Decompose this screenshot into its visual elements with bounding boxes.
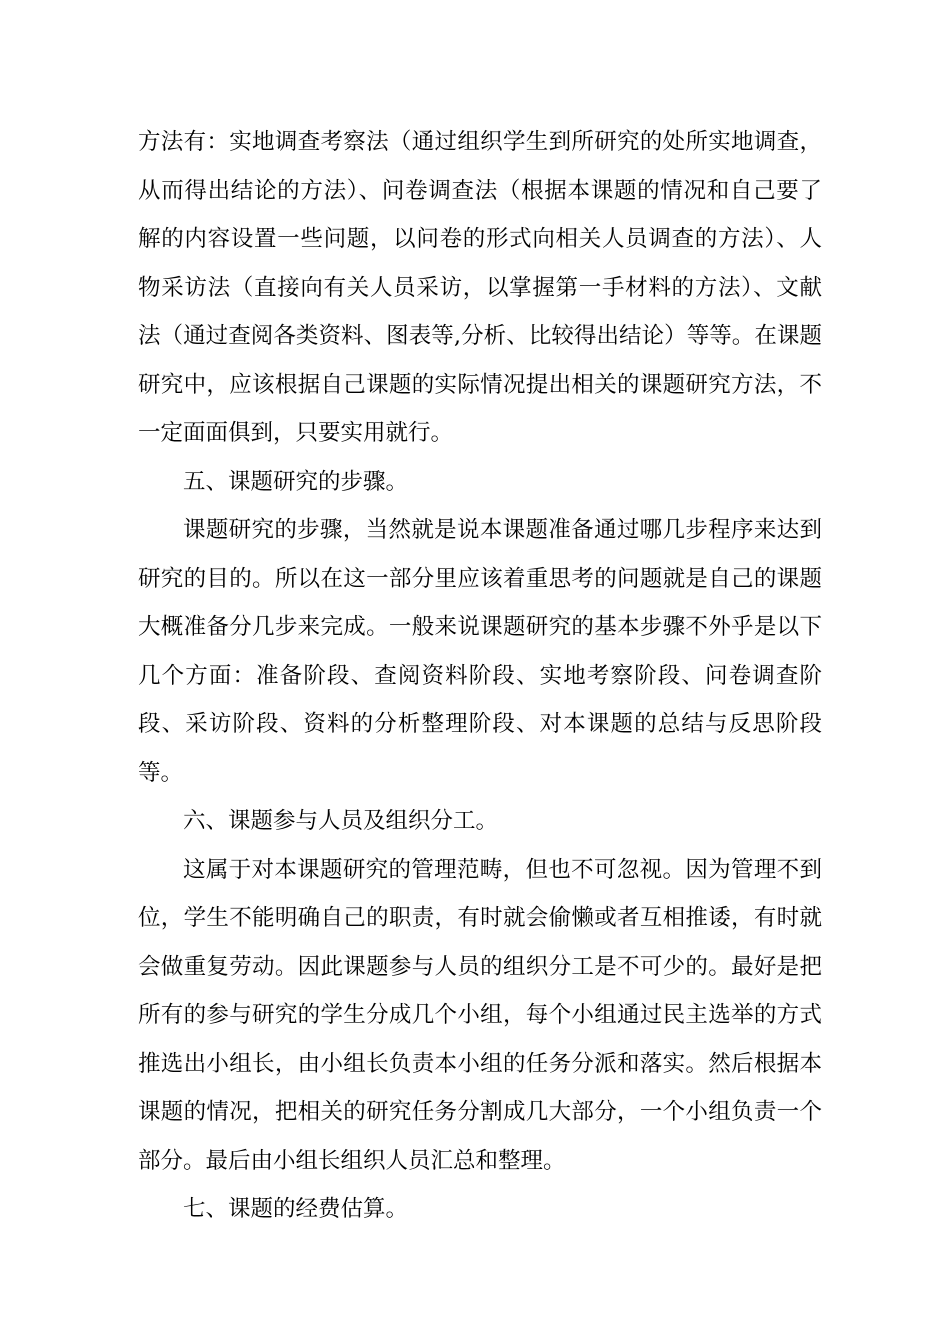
section-heading-budget: 七、课题的经费估算。 — [183, 1196, 409, 1222]
section-heading-research-steps: 五、课题研究的步骤。 — [183, 468, 409, 495]
paragraph-research-methods-continued: 方法有：实地调查考察法（通过组织学生到所研究的处所实地调查，从而得出结论的方法）、问卷调查法（根据本课题的情况和自己要了解的内容设置一些问题，以问卷的形式向相关人员调查的方法）、人物采访法（直接向有关人员采访，以掌握第一手材料的方法）、文献法（通过查阅各类资料、图表等,分析、比较得出结论）等等。在课题研究中，应该根据自己课题的实际情况提出相关的课题研究方法，不一定面面俱到，只要实用就行。 — [138, 129, 822, 446]
document-body — [138, 118, 822, 1234]
paragraph-participants: 这属于对本课题研究的管理范畴，但也不可忽视。因为管理不到位，学生不能明确自己的职责，有时就会偷懒或者互相推诿，有时就会做重复劳动。因此课题参与人员的组织分工是不可少的。最好是把所有的参与研究的学生分成几个小组，每个小组通过民主选举的方式推选出小组长，由小组长负责本小组的任务分派和落实。然后根据本课题的情况，把相关的研究任务分割成几大部分，一个小组负责一个部分。最后由小组长组织人员汇总和整理。 — [138, 856, 822, 1174]
paragraph-research-steps: 课题研究的步骤，当然就是说本课题准备通过哪几步程序来达到研究的目的。所以在这一部分里应该着重思考的问题就是自己的课题大概准备分几步来完成。一般来说课题研究的基本步骤不外乎是以下几个方面：准备阶段、查阅资料阶段、实地考察阶段、问卷调查阶段、采访阶段、资料的分析整理阶段、对本课题的总结与反思阶段等。 — [138, 517, 822, 786]
section-heading-participants: 六、课题参与人员及组织分工。 — [183, 808, 499, 834]
